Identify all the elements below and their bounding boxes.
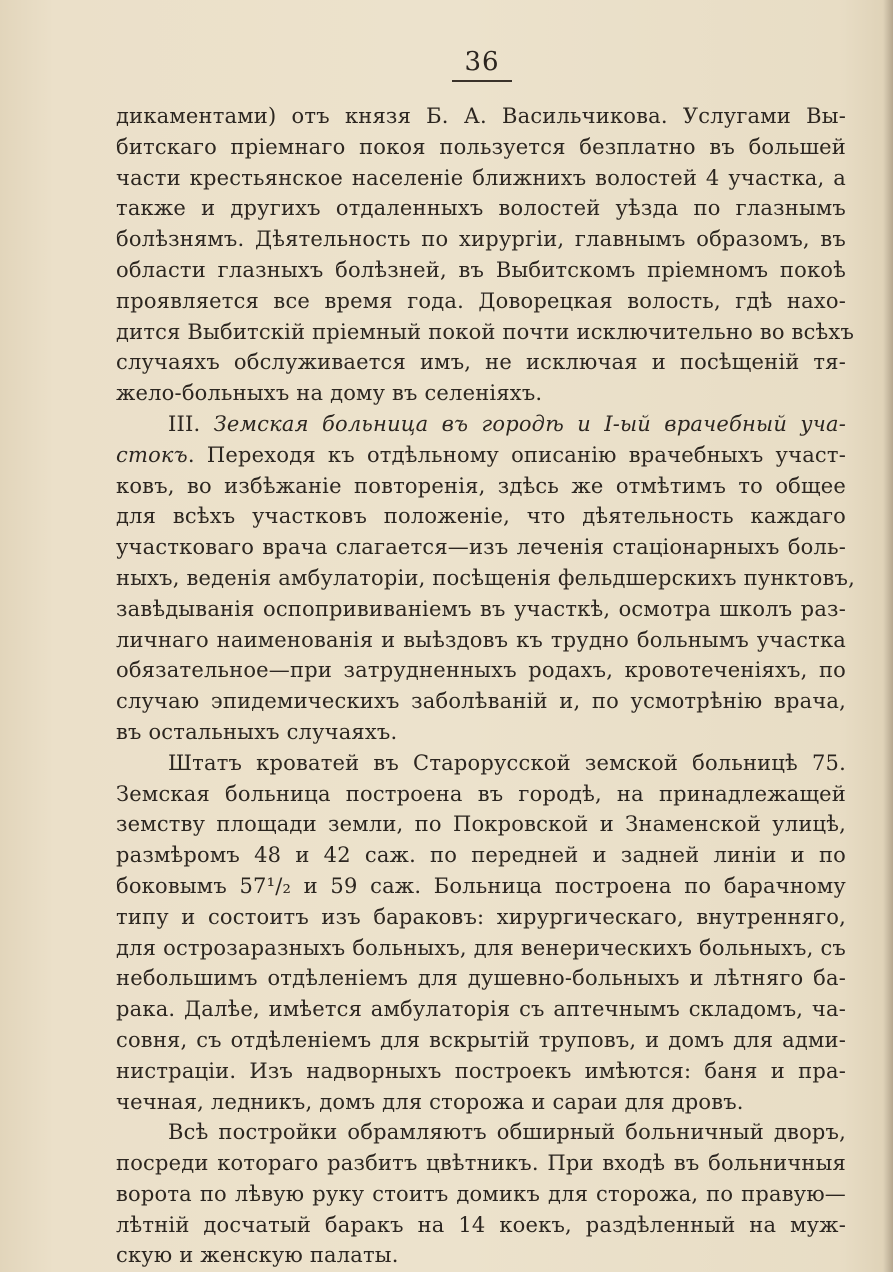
text-line: случаю эпидемическихъ заболѣваній и, по усмотрѣнію врача, — [116, 689, 846, 714]
text-line — [116, 440, 846, 471]
text-line: случаяхъ обслуживается имъ, не исключая и посѣщеній тя- — [116, 350, 846, 375]
text-line: области глазныхъ болѣзней, въ Выбитскомъ пріемномъ покоѣ — [116, 257, 846, 282]
page-body-text — [116, 101, 855, 1271]
text-line: проявляется все время года. Доворецкая волость, гдѣ нахо- — [116, 288, 846, 313]
text-line: ныхъ, веденія амбулаторіи, посѣщенія фельдшерскихъ пунктовъ, — [116, 565, 855, 590]
text-line: въ остальныхъ случаяхъ. — [116, 719, 398, 744]
page-edge-shadow — [883, 0, 893, 1272]
text-line: дикаментами) отъ князя Б. А. Васильчикова. Услугами Вы- — [116, 104, 846, 128]
text-line: участковаго врача слагается—изъ леченія стаціонарныхъ боль- — [116, 535, 846, 560]
text-line: совня, съ отдѣленіемъ для вскрытій труповъ, и домъ для адми- — [116, 1027, 846, 1052]
paragraph-start-line: Всѣ постройки обрамляютъ обширный больничный дворъ, — [168, 1120, 846, 1145]
section-title-end: стокъ — [116, 442, 188, 467]
text-line: завѣдыванія оспопрививаніемъ въ участкѣ, осмотра школъ раз- — [116, 596, 846, 621]
text-line: личнаго наименованія и выѣздовъ къ трудно больнымъ участка — [116, 627, 846, 652]
page-number: 36 — [452, 48, 512, 82]
text-span: . Переходя къ отдѣльному описанію врачебныхъ участ- — [187, 442, 846, 467]
section-title: Земская больница въ городѣ и I-ый врачебный уча- — [213, 411, 846, 436]
text-line: дится Выбитскій пріемный покой почти исключительно во всѣхъ — [116, 319, 855, 344]
text-line: части крестьянское населеніе ближнихъ волостей 4 участка, а — [116, 165, 846, 190]
text-line: обязательное—при затрудненныхъ родахъ, кровотеченіяхъ, по — [116, 658, 846, 683]
text-line: битскаго пріемнаго покоя пользуется безплатно въ большей — [116, 134, 846, 159]
section-heading-line — [116, 409, 846, 440]
text-line: скую и женскую палаты. — [116, 1243, 399, 1268]
text-line: для острозаразныхъ больныхъ, для венерическихъ больныхъ, съ — [116, 935, 846, 960]
text-line: болѣзнямъ. Дѣятельность по хирургіи, главнымъ образомъ, въ — [116, 227, 846, 252]
text-line: земству площади земли, по Покровской и Знаменской улицѣ, — [116, 812, 846, 837]
text-line: ворота по лѣвую руку стоитъ домикъ для сторожа, по правую— — [116, 1181, 846, 1206]
text-line: Земская больница построена въ городѣ, на принадлежащей — [116, 781, 846, 806]
text-line: посреди котораго разбитъ цвѣтникъ. При входѣ въ больничныя — [116, 1151, 846, 1176]
text-line: боковымъ 57¹/₂ и 59 саж. Больница построена по барачному — [116, 873, 846, 898]
text-line: рака. Далѣе, имѣется амбулаторія съ аптечнымъ складомъ, ча- — [116, 997, 846, 1022]
paragraph-start-line: Штатъ кроватей въ Старорусской земской больницѣ 75. — [168, 750, 846, 775]
text-line: чечная, ледникъ, домъ для сторожа и сараи для дровъ. — [116, 1089, 744, 1114]
text-line: жело-больныхъ на дому въ селеніяхъ. — [116, 381, 543, 406]
text-line: для всѣхъ участковъ положеніе, что дѣятельность каждаго — [116, 504, 846, 529]
text-line: ковъ, во избѣжаніе повторенія, здѣсь же отмѣтимъ то общее — [116, 473, 846, 498]
text-line: нистраціи. Изъ надворныхъ построекъ имѣются: баня и пра- — [116, 1058, 846, 1083]
text-line: небольшимъ отдѣленіемъ для душевно-больныхъ и лѣтняго ба- — [116, 966, 846, 991]
text-line: также и другихъ отдаленныхъ волостей уѣзда по глазнымъ — [116, 196, 846, 221]
section-number: III. — [168, 411, 214, 436]
text-line: типу и состоитъ изъ бараковъ: хирургическаго, внутренняго, — [116, 904, 846, 929]
text-line: размѣромъ 48 и 42 саж. по передней и задней линіи и по — [116, 843, 846, 868]
text-line: лѣтній досчатый баракъ на 14 коекъ, раздѣленный на муж- — [116, 1212, 846, 1237]
